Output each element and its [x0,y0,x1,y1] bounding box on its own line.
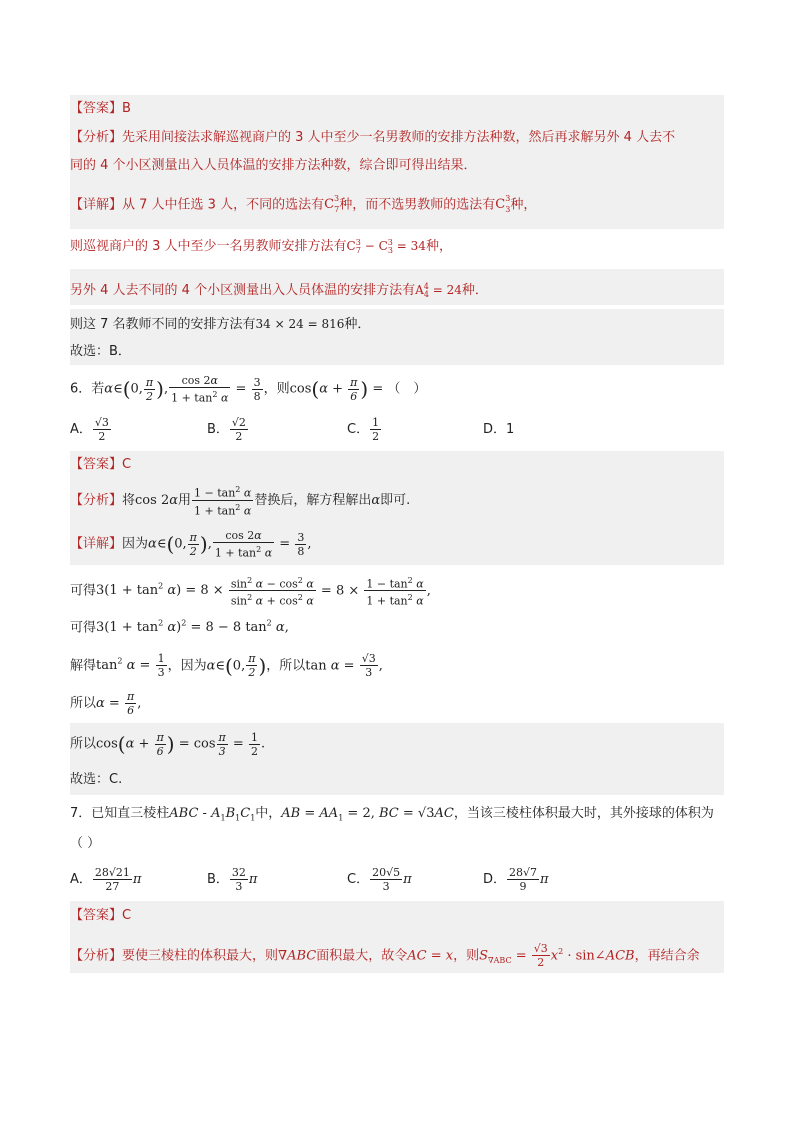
q5-analysis-line1: 【分析】先采用间接法求解巡视商户的 3 人中至少一名男教师的安排方法种数，然后再求解另外 4 人去不 [70,130,676,145]
q5-detail-line4-band [70,309,724,339]
q5-choose-band [70,339,724,365]
q5-choose: 故选：B． [70,344,131,359]
q6-option-d[interactable]: D．1 [483,422,515,437]
q6-stem: 6．若α∈(0, $\frac{\pi}{2}$ ), $\frac{\cos 2\alpha}{1 + \tan^2 \alpha}$ = $\frac{3}{8}$ ，则cos(α + $\frac{\pi}{6}$ ) = （ ） [70,373,427,405]
q5-solution [70,95,724,229]
q7-answer: 【答案】C [70,908,132,923]
analysis-tag: 【分析】 [70,130,123,145]
q5-answer: 【答案】B [70,101,131,116]
q6-analysis-band [70,479,724,523]
q7-option-d[interactable]: D． $\frac{28√7}{9}$ π [483,866,549,893]
q7-options [70,859,724,901]
q6-detail-band [70,523,724,565]
q6-choose: 故选：C. [70,772,123,787]
q6-solve: 解得$\tan^2 \alpha$ = $\frac{1}{3}$ ，因为α∈(0, $\frac{\pi}{2}$ )，所以tan α = $\frac{√3}{3}$ , [70,652,383,680]
frac-pi-over-2: $\frac{\pi}{2}$ [145,375,154,403]
q7-stem-line2: （ ） [70,836,101,851]
answer-tag: 【答案】 [70,101,123,116]
detail-tag: 【详解】 [70,197,123,213]
q5-detail-line1: 【详解】从 7 人中任选 3 人，不同的选法有$C^3_7$种，而不选男教师的选法有$C^3_3$种， [70,194,537,214]
q6-derive-2: 可得$3(1 + \tan^2 \alpha)^2 = 8 - 8$ $\tan^2 \alpha$, [70,619,289,636]
q6-option-c[interactable]: C． $\frac{1}{2}$ [347,416,380,443]
q5-detail-line4: 则这 7 名教师不同的安排方法有34 × 24 = 816种． [70,317,371,332]
q7-analysis-band [70,931,724,973]
q6-answer: 【答案】C [70,457,132,472]
q6-result: 所以cos(α + $\frac{\pi}{6}$ ) = cos $\frac{\pi}{3}$ = $\frac{1}{2}$ . [70,730,266,758]
q6-choose-band [70,765,724,795]
q7-option-a[interactable]: A． $\frac{28√21}{27}$ π [70,866,142,893]
q5-detail-line3-band [70,269,724,305]
page-content [70,95,724,973]
q5-analysis-line2: 同的 4 个小区测量出入人员体温的安排方法种数，综合即可得出结果． [70,158,477,173]
frac-cos2a: $\frac{\cos 2\alpha}{1 + \tan^2 \alpha}$ [171,373,229,405]
q6-detail-1: 【详解】因为α∈(0, $\frac{\pi}{2}$ ), $\frac{\cos 2\alpha}{1 + \tan^2 \alpha}$ = $\frac{3}{8}$ , [70,528,312,560]
q7-option-c[interactable]: C． $\frac{20√5}{3}$ π [347,866,412,893]
q6-option-b[interactable]: B． $\frac{√2}{2}$ [207,416,246,443]
q6-result-band [70,723,724,765]
q6-answer-band [70,451,724,479]
q6-derive-1: 可得$3(1 + \tan^2 \alpha) = 8$ × $\frac{\sin^2 \alpha - \cos^2 \alpha}{\sin^2 \alpha + \cos^2 \alpha}$ = 8 × $\frac{1 - \tan^2 \alpha}{1 + \tan^2 \alpha}$ , [70,575,431,608]
q5-detail-line2: 则巡视商户的 3 人中至少一名男教师安排方法有$C^3_7 - C^3_3 = 34$种， [70,238,452,256]
q6-option-a[interactable]: A． $\frac{√3}{2}$ [70,416,109,443]
q6-alpha: 所以α = $\frac{\pi}{6}$ , [70,690,142,717]
q7-answer-band [70,901,724,931]
q6-analysis: 【分析】将cos 2α用 $\frac{1 - \tan^2 \alpha}{1 + \tan^2 \alpha}$ 替换后，解方程解出α即可. [70,485,411,518]
q7-analysis: 【分析】要使三棱柱的体积最大，则∇ABC面积最大，故令AC = x，则$S_{\nabla ABC}$ = $\frac{√3}{2}$ $x^2$ · sin∠ACB，再结合余 [70,942,700,970]
q5-detail-line3: 另外 4 人去不同的 4 个小区测量出入人员体温的安排方法有$A^4_4 = 24$种． [70,282,488,300]
q7-stem-line1: 7．已知直三棱柱ABC - $A_1B_1C_1$中，AB = $AA_1 = 2$, BC = √3AC，当该三棱柱体积最大时，其外接球的体积为 [70,806,714,823]
q6-options [70,411,724,449]
q7-option-b[interactable]: B． $\frac{32}{3}$ π [207,866,258,893]
